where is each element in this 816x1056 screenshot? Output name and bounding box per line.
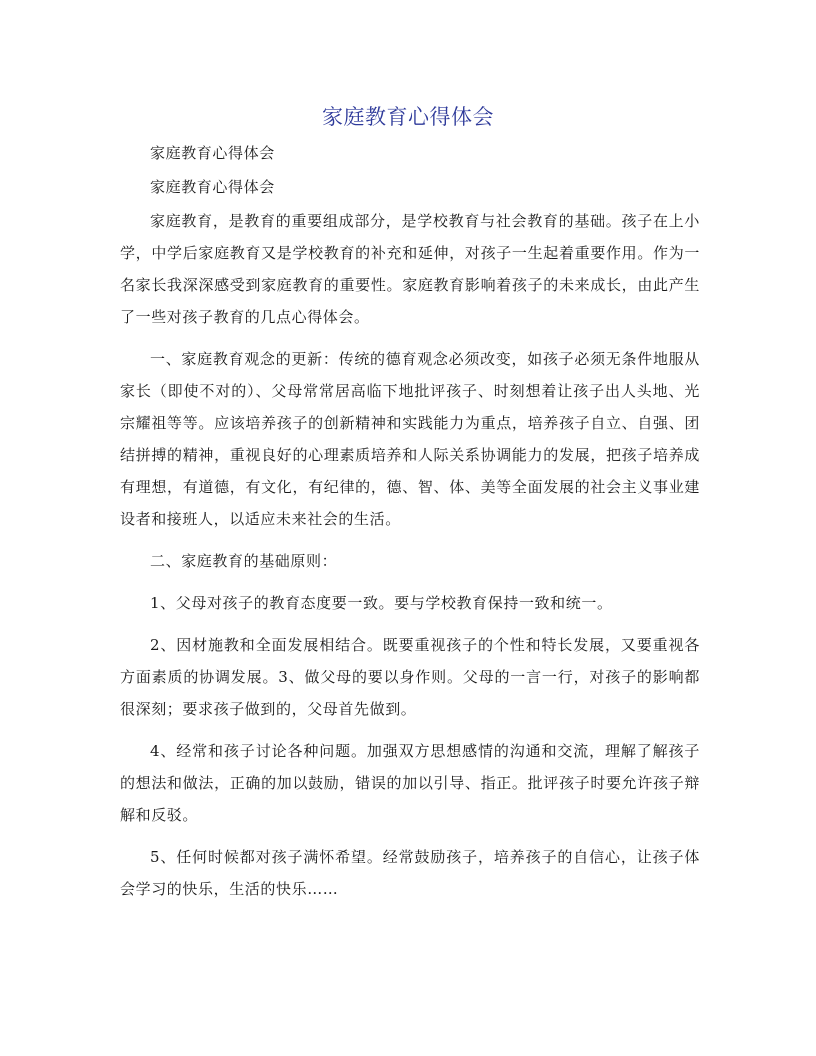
paragraph-subtitle-1: 家庭教育心得体会 bbox=[150, 144, 275, 162]
paragraph-principle-1: 1、父母对孩子的教育态度要一致。要与学校教育保持一致和统一。 bbox=[150, 594, 613, 612]
paragraph-section-2-heading: 二、家庭教育的基础原则： bbox=[150, 552, 338, 570]
paragraph-section-1: 一、家庭教育观念的更新：传统的德育观念必须改变，如孩子必须无条件地服从家长（即使不对的）、父母常常居高临下地批评孩子、时刻想着让孩子出人头地、光宗耀祖等等。应该培养孩子的创新精神和实践能力为重点，培养孩子自立、自强、团结拼搏的精神，重视良好的心理素质培养和人际关系协调能力的发展，把孩子培养成有理想，有道德，有文化，有纪律的，德、智、体、美等全面发展的社会主义事业建设者和接班人，以适应未来社会的生活。 bbox=[120, 350, 700, 528]
document-title: 家庭教育心得体会 bbox=[322, 105, 494, 129]
paragraph-subtitle-2: 家庭教育心得体会 bbox=[150, 178, 275, 196]
document-body bbox=[120, 137, 700, 915]
paragraph-principle-4: 4、经常和孩子讨论各种问题。加强双方思想感情的沟通和交流，理解了解孩子的想法和做法，正确的加以鼓励，错误的加以引导、指正。批评孩子时要允许孩子辩解和反驳。 bbox=[120, 742, 700, 824]
paragraph-principle-5: 5、任何时候都对孩子满怀希望。经常鼓励孩子，培养孩子的自信心，让孩子体会学习的快乐，生活的快乐…… bbox=[120, 848, 700, 898]
paragraph-intro: 家庭教育，是教育的重要组成部分，是学校教育与社会教育的基础。孩子在上小学，中学后家庭教育又是学校教育的补充和延伸，对孩子一生起着重要作用。作为一名家长我深深感受到家庭教育的重要性。家庭教育影响着孩子的未来成长，由此产生了一些对孩子教育的几点心得体会。 bbox=[120, 212, 700, 326]
paragraph-principle-2-3: 2、因材施教和全面发展相结合。既要重视孩子的个性和特长发展，又要重视各方面素质的协调发展。3、做父母的要以身作则。父母的一言一行，对孩子的影响都很深刻；要求孩子做到的，父母首先做到。 bbox=[120, 636, 700, 718]
